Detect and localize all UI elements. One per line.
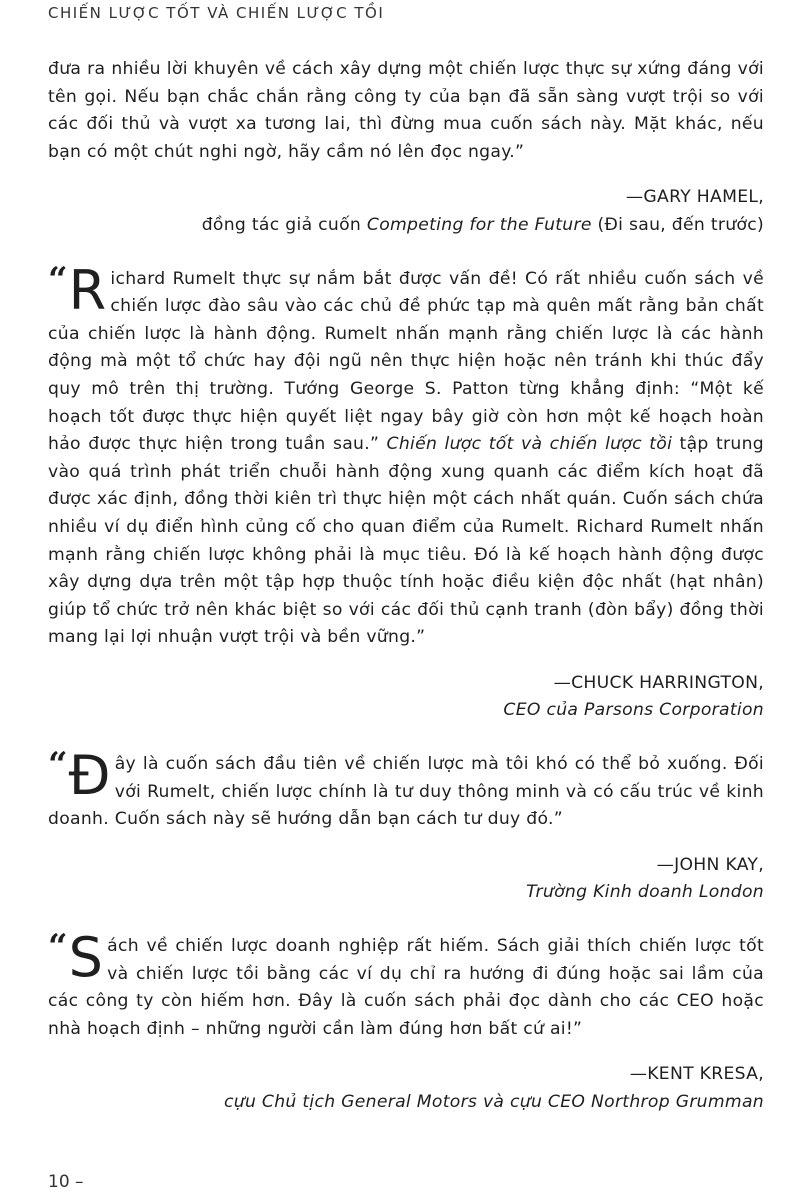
page-number: 10 – bbox=[48, 1172, 84, 1192]
endorsement-text: đưa ra nhiều lời khuyên về cách xây dựng một chiến lược thực sự xứng đáng với tên gọi. Nếu bạn chắc chắn rằng công ty của bạn đã sẵn sàng vượt trội so với các đối thủ và vượt xa tương lai, thì đừng mua cuốn sách này. Mặt khác, nếu bạn có một chút nghi ngờ, hãy cầm nó lên đọc ngay.” bbox=[48, 59, 764, 162]
endorsement-gary-hamel bbox=[48, 56, 764, 240]
drop-cap: Đ bbox=[68, 744, 111, 808]
attribution-role: cựu Chủ tịch General Motors và cựu CEO Northrop Grumman bbox=[224, 1092, 764, 1112]
endorsement-text bbox=[48, 258, 764, 652]
attribution-name: —KENT KRESA, bbox=[629, 1064, 764, 1085]
attribution bbox=[48, 184, 764, 239]
attribution-name: —GARY HAMEL, bbox=[625, 187, 764, 208]
endorsement-text bbox=[48, 744, 764, 834]
endorsement-text bbox=[48, 926, 764, 1043]
attribution-name: —CHUCK HARRINGTON, bbox=[553, 672, 764, 693]
attribution-role: Trường Kinh doanh London bbox=[526, 882, 764, 903]
drop-cap: R bbox=[68, 258, 107, 322]
drop-cap: S bbox=[68, 926, 104, 990]
attribution bbox=[48, 670, 764, 725]
attribution bbox=[48, 852, 764, 907]
role-prefix: đồng tác giả cuốn bbox=[201, 214, 367, 235]
role-suffix: (Đi sau, đến trước) bbox=[591, 214, 764, 235]
endorsement-chuck-harrington bbox=[48, 258, 764, 726]
attribution-role bbox=[48, 212, 764, 240]
text-body: ách về chiến lược doanh nghiệp rất hiếm. Sách giải thích chiến lược tốt và chiến lược tồi bằng các ví dụ chỉ ra hướng đi đúng hoặc sai lầm của các công ty còn hiếm hơn. Đây là cuốn sách phải đọc dành cho các CEO hoặc nhà hoạch định – những người cần làm đúng hơn bất cứ ai!” bbox=[48, 936, 764, 1039]
attribution-role: CEO của Parsons Corporation bbox=[503, 700, 764, 721]
attribution bbox=[48, 1061, 764, 1116]
book-title: Competing for the Future bbox=[366, 214, 592, 235]
running-head: CHIẾN LƯỢC TỐT VÀ CHIẾN LƯỢC TỒI bbox=[48, 4, 385, 22]
text-part-b: tập trung vào quá trình phát triển chuỗi hành động xung quanh các điểm kích hoạt đã được xác định, đồng thời kiên trì thực hiện một cách nhất quán. Cuốn sách chứa nhiều ví dụ điển hình củng cố cho quan điểm của Rumelt. Richard Rumelt nhấn mạnh rằng chiến lược không phải là mục tiêu. Đó là kế hoạch hành động được xây dựng dựa trên một tập hợp thuộc tính hoặc điều kiện độc nhất (hạt nhân) giúp tổ chức trở nên khác biệt so với các đối thủ cạnh tranh (đòn bẩy) đồng thời mang lại lợi nhuận vượt trội và bền vững.” bbox=[48, 434, 764, 648]
attribution-name: —JOHN KAY, bbox=[656, 854, 764, 875]
quote-mark-icon: “ bbox=[48, 745, 65, 786]
quote-mark-icon: “ bbox=[48, 927, 65, 968]
page-content bbox=[48, 56, 764, 1117]
text-part-a: ichard Rumelt thực sự nắm bắt được vấn đề! Có rất nhiều cuốn sách về chiến lược đào sâu vào các chủ đề phức tạp mà quên mất rằng bản chất của chiến lược là hành động. Rumelt nhấn mạnh rằng chiến lược là các hành động mà một tổ chức hay đội ngũ nên thực hiện hoặc nên tránh khi thúc đẩy quy mô trên thị trường. Tướng George S. Patton từng khẳng định: “Một kế hoạch tốt được thực hiện quyết liệt ngay bây giờ còn hơn một kế hoạch hoàn hảo được thực hiện trong tuần sau.” bbox=[48, 268, 764, 455]
quote-mark-icon: “ bbox=[48, 259, 65, 300]
endorsement-john-kay bbox=[48, 744, 764, 907]
text-body: ây là cuốn sách đầu tiên về chiến lược mà tôi khó có thể bỏ xuống. Đối với Rumelt, chiến lược chính là tư duy thông minh và có cấu trúc về kinh doanh. Cuốn sách này sẽ hướng dẫn bạn cách tư duy đó.” bbox=[48, 754, 764, 830]
endorsement-kent-kresa bbox=[48, 926, 764, 1117]
book-title: Chiến lược tốt và chiến lược tồi bbox=[386, 434, 673, 455]
